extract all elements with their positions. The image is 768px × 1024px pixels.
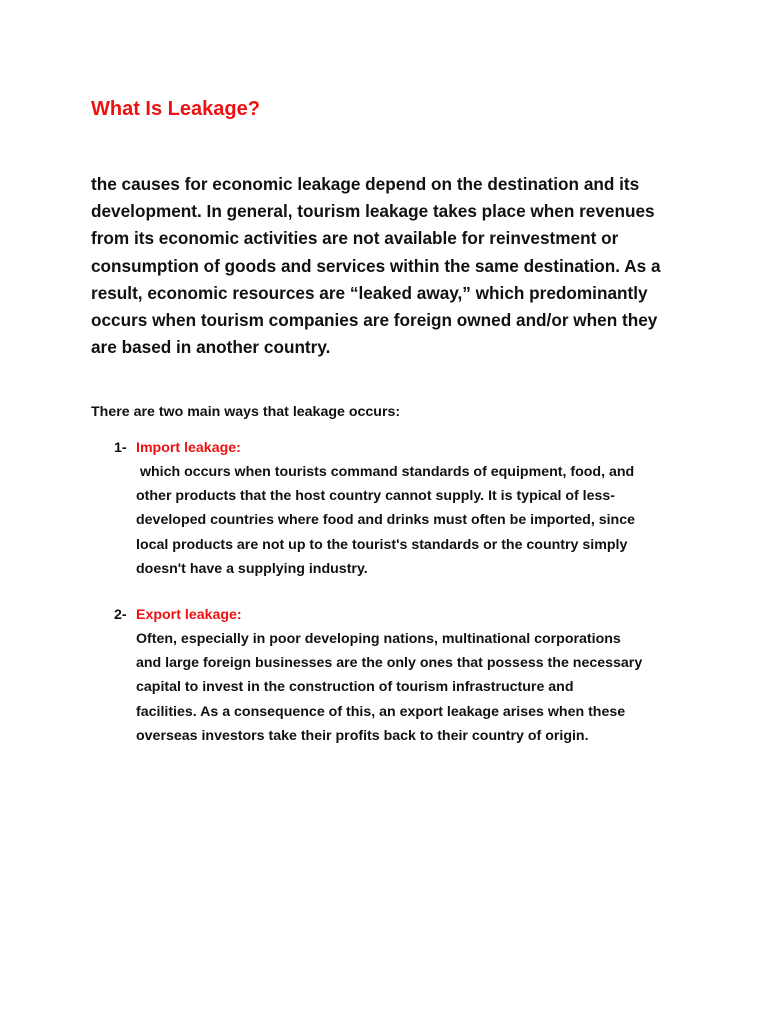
intro-line: consumption of goods and services within the same destination. As a bbox=[91, 255, 661, 276]
intro-line: the causes for economic leakage depend on the destination and its bbox=[91, 174, 640, 194]
intro-line: are based in another country. bbox=[91, 337, 331, 358]
list-item-line: local products are not up to the tourist's standards or the country simply bbox=[136, 536, 628, 553]
intro-line: development. In general, tourism leakage takes place when revenues bbox=[91, 201, 655, 222]
list-item-line: doesn't have a supplying industry. bbox=[136, 560, 368, 577]
list-item-line: which occurs when tourists command standards of equipment, food, and bbox=[136, 464, 635, 480]
intro-line: result, economic resources are “leaked away,” which predominantly bbox=[91, 282, 648, 303]
list-item-line: other products that the host country cannot supply. It is typical of less- bbox=[136, 488, 616, 505]
intro-line: occurs when tourism companies are foreign owned and/or when they bbox=[91, 310, 658, 331]
list-item-label: Import leakage: bbox=[136, 440, 241, 456]
list-item-line: capital to invest in the construction of tourism infrastructure and bbox=[136, 679, 574, 696]
page-title: What Is Leakage? bbox=[91, 98, 260, 120]
list-item-line: overseas investors take their profits back to their country of origin. bbox=[136, 727, 589, 744]
list-item-body bbox=[136, 460, 696, 581]
list-item-line: developed countries where food and drinks must often be imported, since bbox=[136, 512, 636, 529]
intro-line: from its economic activities are not available for reinvestment or bbox=[91, 228, 619, 249]
list-item-line: facilities. As a consequence of this, an export leakage arises when these bbox=[136, 703, 626, 720]
list-item-label: Export leakage: bbox=[136, 607, 242, 623]
list-item-body bbox=[136, 627, 696, 748]
list-item-line: Often, especially in poor developing nations, multinational corporations bbox=[136, 631, 621, 647]
list-item-number: 2- bbox=[114, 607, 127, 623]
intro-paragraph bbox=[91, 171, 691, 361]
list-item-number: 1- bbox=[114, 440, 127, 456]
list-item-line: and large foreign businesses are the only ones that possess the necessary bbox=[136, 655, 643, 672]
list-lead-text: There are two main ways that leakage occurs: bbox=[91, 404, 401, 420]
